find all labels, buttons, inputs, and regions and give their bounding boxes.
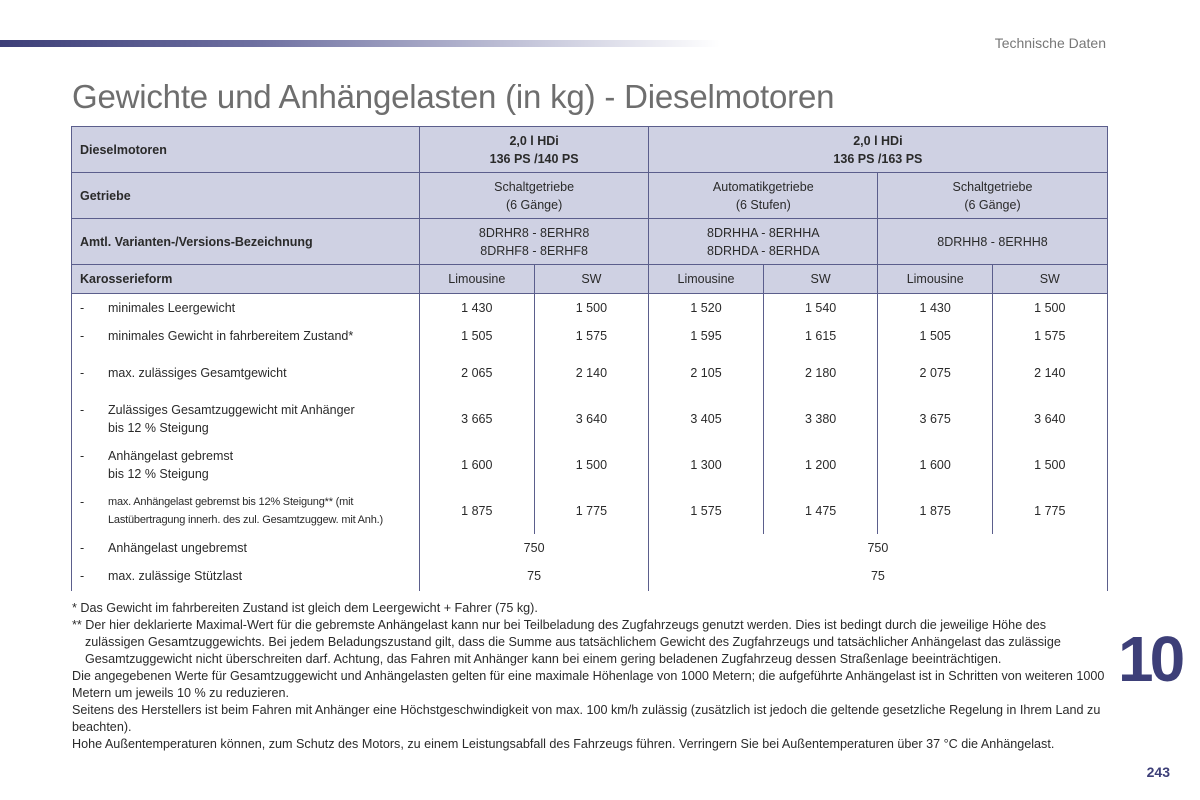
value-cell: 1 600 [878,442,993,488]
value-cell: 1 875 [420,488,535,534]
row-label: - Anhängelast gebremst bis 12 % Steigung [72,442,420,488]
value-cell: 1 575 [649,488,764,534]
body-type-cell: SW [763,265,878,294]
footnotes [72,600,1112,753]
row-label: Amtl. Varianten-/Versions-Bezeichnung [72,219,420,265]
table-row [72,294,1108,322]
value-cell: 1 430 [420,294,535,322]
value-cell: 1 575 [992,322,1107,350]
body-type-cell: Limousine [420,265,535,294]
value-cell: 1 430 [878,294,993,322]
value-cell: 1 875 [878,488,993,534]
value-cell: 3 665 [420,396,535,442]
gearbox-cell: Schaltgetriebe (6 Gänge) [878,173,1107,219]
value-cell: 1 500 [992,442,1107,488]
value-cell: 2 180 [763,350,878,396]
value-cell: 750 [420,534,649,562]
variant-cell: 8DRHR8 - 8ERHR8 8DRHF8 - 8ERHF8 [420,219,649,265]
body-type-cell: SW [992,265,1107,294]
engine-cell: 2,0 l HDi 136 PS /163 PS [649,127,1107,173]
page-title: Gewichte und Anhängelasten (in kg) - Dieselmotoren [72,78,835,115]
footnote-weight: * Das Gewicht im fahrbereiten Zustand ist gleich dem Leergewicht + Fahrer (75 kg). [72,601,538,615]
variant-cell: 8DRHH8 - 8ERHH8 [878,219,1107,265]
value-cell: 1 300 [649,442,764,488]
weights-table [71,126,1108,591]
value-cell: 1 505 [878,322,993,350]
section-label: Technische Daten [994,35,1106,51]
row-label: - Anhängelast ungebremst [72,534,420,562]
body-type-cell: Limousine [878,265,993,294]
value-cell: 750 [649,534,1107,562]
row-label: Karosserieform [72,265,420,294]
value-cell: 3 405 [649,396,764,442]
row-label: - max. zulässiges Gesamtgewicht [72,350,420,396]
note-altitude: Die angegebenen Werte für Gesamtzuggewicht und Anhängelasten gelten für eine maximale Höhenlage von 1000 Metern; die aufgeführte Anhängelast ist in Schritten von weiteren 1000 Metern um jeweils 10 % zu reduzieren. [72,669,1105,700]
value-cell: 1 520 [649,294,764,322]
table-row [72,488,1108,534]
value-cell: 75 [420,562,649,591]
body-type-cell: Limousine [649,265,764,294]
engine-cell: 2,0 l HDi 136 PS /140 PS [420,127,649,173]
value-cell: 75 [649,562,1107,591]
table-row-engine [72,127,1108,173]
table-row-variant [72,219,1108,265]
value-cell: 2 075 [878,350,993,396]
note-temperature: Hohe Außentemperaturen können, zum Schutz des Motors, zu einem Leistungsabfall des Fahrzeugs führen. Verringern Sie bei Außentemperaturen über 37 °C die Anhängelast. [72,737,1055,751]
table-row [72,322,1108,350]
table-row-gearbox [72,173,1108,219]
value-cell: 1 575 [534,322,649,350]
variant-cell: 8DRHHA - 8ERHHA 8DRHDA - 8ERHDA [649,219,878,265]
value-cell: 1 600 [420,442,535,488]
value-cell: 1 595 [649,322,764,350]
gearbox-cell: Automatikgetriebe (6 Stufen) [649,173,878,219]
header-accent-bar [0,40,720,47]
value-cell: 1 200 [763,442,878,488]
row-label: - max. Anhängelast gebremst bis 12% Steigung** (mit Lastübertragung innerh. des zul. Gesamtzuggew. mit Anh.) [72,488,420,534]
value-cell: 1 500 [534,442,649,488]
value-cell: 3 640 [534,396,649,442]
table-row [72,562,1108,591]
value-cell: 3 640 [992,396,1107,442]
note-speed: Seitens des Herstellers ist beim Fahren mit Anhänger eine Höchstgeschwindigkeit von max. 100 km/h zulässig (zusätzlich ist jedoch die geltende gesetzliche Regelung in Ihrem Land zu beachten). [72,703,1101,734]
value-cell: 3 675 [878,396,993,442]
table-row [72,396,1108,442]
footnote-max-load: ** Der hier deklarierte Maximal-Wert für die gebremste Anhängelast kann nur bei Teilbeladung des Zugfahrzeugs genutzt werden. Dies ist bedingt durch die jeweilige Höhe des zulässigen Gesamtzuggewichts. Bei jedem Beladungszustand gilt, dass die Summe aus tatsächlichem Gewicht des Zugfahrzeugs und tatsächlicher Anhängelast das zulässige Gesamtzuggewicht nicht überschreiten darf. Achtung, das Fahren mit Anhänger kann bei einem gering beladenen Zugfahrzeug dessen Straßenlage beeinträchtigen. [72,618,1061,666]
row-label: - Zulässiges Gesamtzuggewicht mit Anhänger bis 12 % Steigung [72,396,420,442]
value-cell: 2 140 [534,350,649,396]
table-row-body-type [72,265,1108,294]
value-cell: 1 505 [420,322,535,350]
row-label: Getriebe [72,173,420,219]
gearbox-cell: Schaltgetriebe (6 Gänge) [420,173,649,219]
table-row [72,350,1108,396]
body-type-cell: SW [534,265,649,294]
table-row [72,534,1108,562]
row-label: - minimales Leergewicht [72,294,420,322]
value-cell: 1 500 [992,294,1107,322]
value-cell: 1 500 [534,294,649,322]
row-label: - max. zulässige Stützlast [72,562,420,591]
chapter-number: 10 [1118,623,1182,695]
page-number: 243 [1146,764,1170,780]
value-cell: 1 775 [534,488,649,534]
value-cell: 2 105 [649,350,764,396]
value-cell: 2 065 [420,350,535,396]
table-row [72,442,1108,488]
row-label: Dieselmotoren [72,127,420,173]
row-label: - minimales Gewicht in fahrbereitem Zustand* [72,322,420,350]
value-cell: 1 475 [763,488,878,534]
value-cell: 1 775 [992,488,1107,534]
value-cell: 2 140 [992,350,1107,396]
value-cell: 3 380 [763,396,878,442]
value-cell: 1 615 [763,322,878,350]
value-cell: 1 540 [763,294,878,322]
